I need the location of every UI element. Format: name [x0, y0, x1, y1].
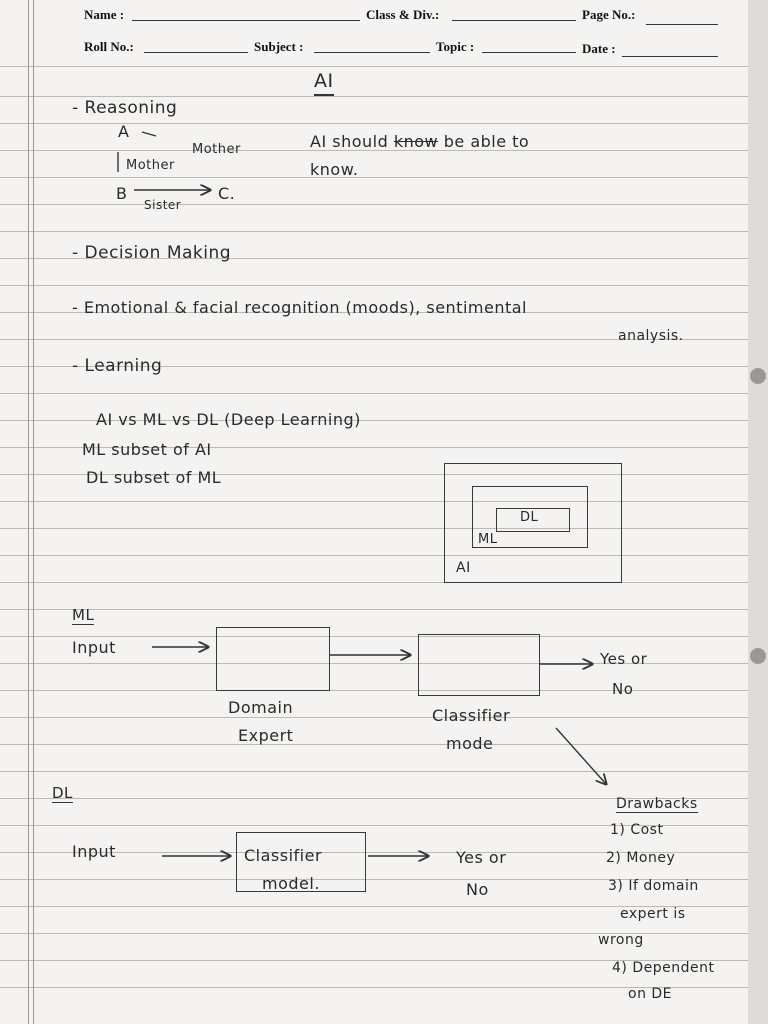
date-label: Date : — [582, 41, 616, 56]
mother-label-2: Mother — [126, 158, 175, 173]
subject-label: Subject : — [254, 39, 304, 54]
ml-classifier-label: Classifier — [432, 706, 511, 725]
a-tick — [142, 132, 156, 136]
node-b: B — [116, 184, 128, 203]
sister-label: Sister — [144, 198, 182, 212]
note-should-cont: know. — [310, 160, 359, 179]
analysis-text: analysis. — [618, 328, 684, 344]
ml-input-label: Input — [72, 638, 116, 657]
drawback-item: expert is — [620, 906, 686, 922]
class-label: Class & Div.: — [366, 7, 440, 22]
drawbacks-heading: Drawbacks — [616, 796, 698, 812]
ml-subset-text: ML subset of AI — [82, 440, 212, 459]
drawback-item: on DE — [628, 986, 673, 1002]
page-edge — [748, 0, 768, 1024]
reasoning-heading: - Reasoning — [72, 98, 178, 118]
punch-hole — [750, 648, 766, 664]
drawback-item: 3) If domain — [608, 878, 699, 894]
domain-label: Domain — [228, 698, 294, 717]
topic-label: Topic : — [436, 39, 475, 54]
dl-no: No — [466, 880, 489, 899]
decision-heading: - Decision Making — [72, 243, 232, 263]
dl-subset-text: DL subset of ML — [86, 468, 222, 487]
dl-yes-or: Yes or — [456, 848, 507, 867]
page-title: AI — [314, 70, 334, 96]
ml-yes-or: Yes or — [600, 650, 648, 668]
dl-box-label: DL — [520, 510, 539, 525]
expert-label: Expert — [238, 726, 294, 745]
ml-box-label: ML — [478, 532, 498, 547]
ml-flow-heading: ML — [72, 606, 95, 624]
roll-label: Roll No.: — [84, 39, 134, 54]
note-should: AI should know be able to — [310, 132, 530, 151]
ai-vs-ml-vs-dl: AI vs ML vs DL (Deep Learning) — [96, 410, 361, 429]
dl-classifier-label: Classifier — [244, 846, 323, 865]
drawbacks-arrow — [556, 728, 606, 784]
ai-box-label: AI — [456, 560, 471, 576]
page-no-label: Page No.: — [582, 7, 636, 22]
name-label: Name : — [84, 7, 125, 22]
ml-mode-label: mode — [446, 734, 494, 753]
drawback-item: wrong — [598, 932, 644, 948]
dl-flow-heading: DL — [52, 784, 73, 802]
emotional-heading: - Emotional & facial recognition (moods), sentimental — [72, 298, 527, 317]
learning-heading: - Learning — [72, 356, 163, 376]
mother-label-1: Mother — [192, 142, 241, 157]
drawback-item: 4) Dependent — [612, 960, 715, 976]
punch-hole — [750, 368, 766, 384]
node-a: A — [118, 122, 130, 141]
drawback-item: 1) Cost — [610, 822, 664, 838]
dl-input-label: Input — [72, 842, 116, 861]
node-c: C. — [218, 184, 236, 203]
dl-model-label: model. — [262, 874, 320, 893]
drawback-item: 2) Money — [606, 850, 676, 866]
ml-no: No — [612, 680, 634, 698]
